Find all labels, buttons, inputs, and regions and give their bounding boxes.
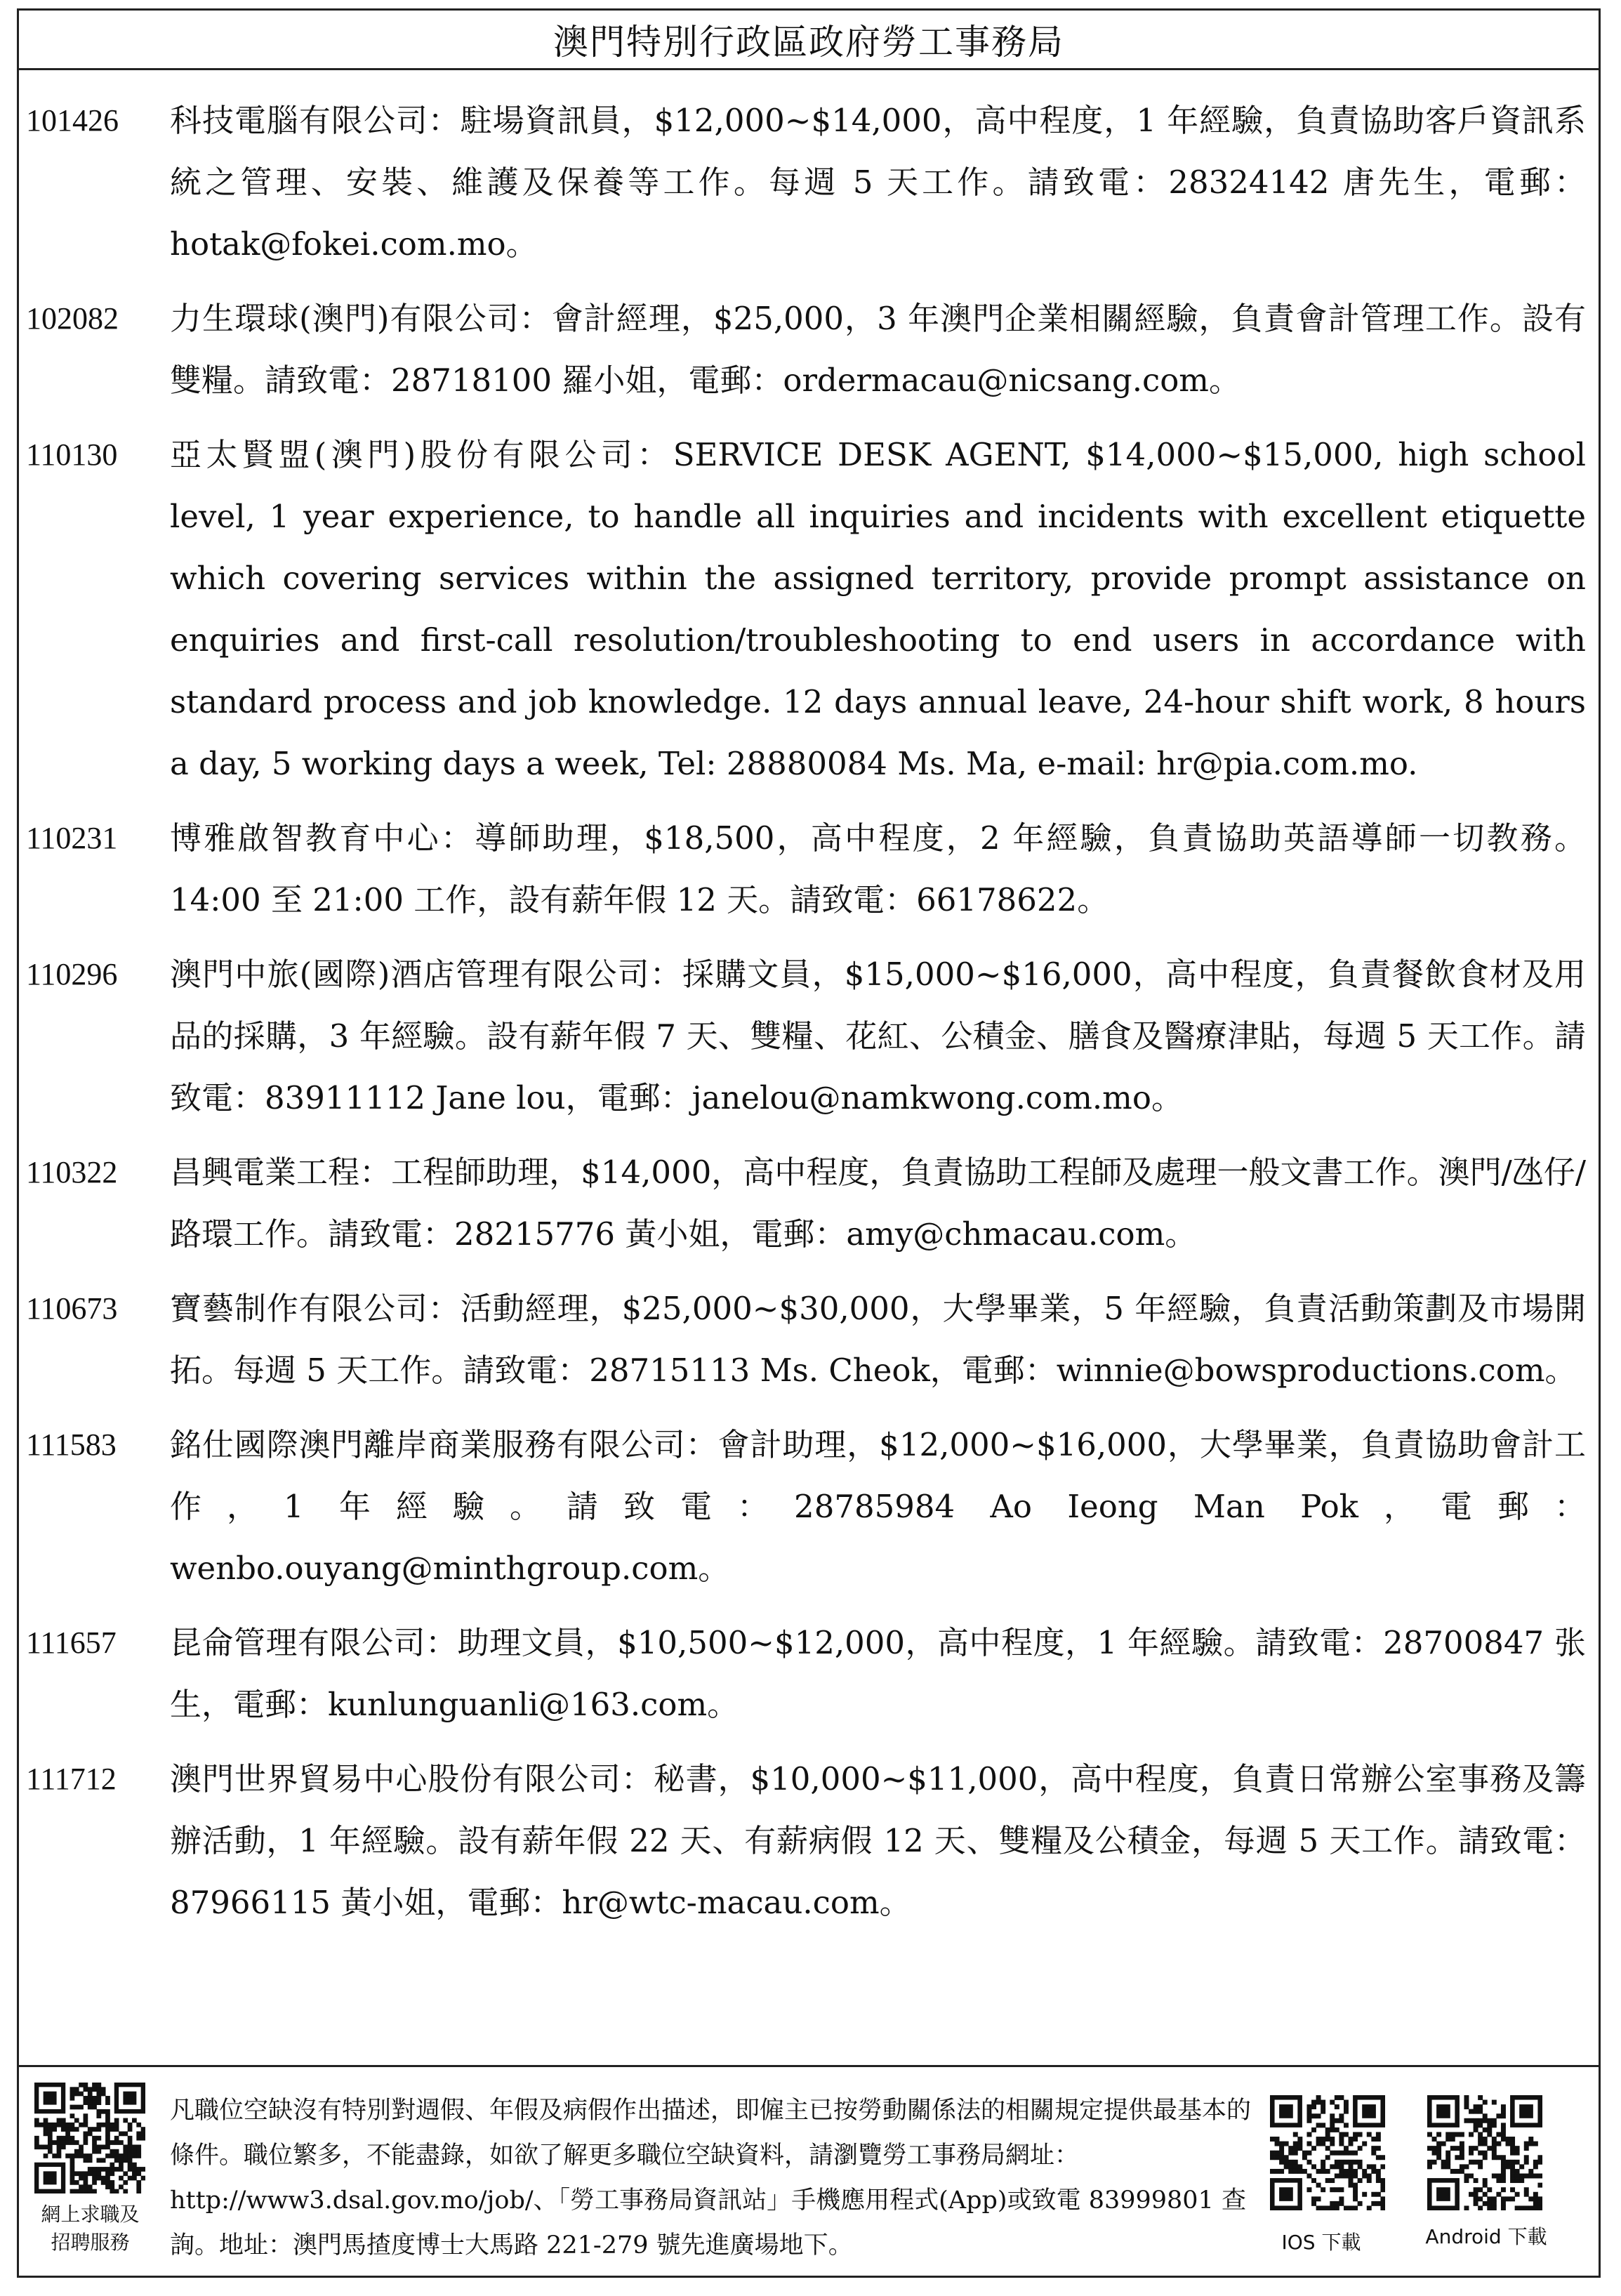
job-code: 110296 — [26, 957, 118, 991]
job-item-110673 — [19, 1278, 1599, 1401]
job-description: 昆侖管理有限公司：助理文員，$10,500~$12,000，高中程度，1 年經驗。請致電：28700847 张生，電郵：kunlunguanli@163.com。 — [170, 1624, 1586, 1723]
page-title: 澳門特別行政區政府勞工事務局 — [19, 11, 1599, 70]
job-description: 澳門世界貿易中心股份有限公司：秘書，$10,000~$11,000，高中程度，負責日常辦公室事務及籌辦活動，1 年經驗。設有薪年假 22 天、有薪病假 12 天、雙糧及公積金，每週 5 天工作。請致電：87966115 黃小姐，電郵：hr@wtc-macau.com。 — [170, 1760, 1586, 1921]
job-item-110296 — [19, 944, 1599, 1129]
job-description: 寶藝制作有限公司：活動經理，$25,000~$30,000，大學畢業，5 年經驗，負責活動策劃及市場開拓。每週 5 天工作。請致電：28715113 Ms. Cheok，電郵：winnie@bowsproductions.com。 — [170, 1290, 1586, 1389]
job-item-111712 — [19, 1748, 1599, 1934]
job-item-102082 — [19, 288, 1599, 411]
job-code: 111712 — [26, 1762, 117, 1796]
job-description: 力生環球(澳門)有限公司：會計經理，$25,000，3 年澳門企業相關經驗，負責會計管理工作。設有雙糧。請致電：28718100 羅小姐，電郵：ordermacau@nicsang.com。 — [170, 300, 1586, 399]
job-item-101426 — [19, 90, 1599, 275]
qr-left-label-line-2: 招聘服務 — [51, 2231, 130, 2254]
job-code: 102082 — [26, 301, 119, 336]
job-description: 澳門中旅(國際)酒店管理有限公司：採購文員，$15,000~$16,000，高中程度，負責餐飲食材及用品的採購，3 年經驗。設有薪年假 7 天、雙糧、花紅、公積金、膳食及醫療津貼，每週 5 天工作。請致電：83911112 Jane lou，電郵：janelou@namkwong.com.mo。 — [170, 956, 1586, 1116]
qr-left-label — [22, 2201, 159, 2257]
qr-left-label-line-1: 網上求職及 — [41, 2203, 140, 2226]
notice-frame — [17, 8, 1601, 2278]
qr-pattern — [34, 2083, 145, 2193]
job-code: 111657 — [26, 1625, 117, 1660]
job-description: 亞太賢盟(澳門)股份有限公司：SERVICE DESK AGENT, $14,000~$15,000, high school level, 1 year experience, to handle all inquiries and incidents with excellent etiquette which covering services within the assigned territory, provide prompt assistance on enquiries and first-call resolution/troubleshooting to end users in accordance with standard process and job knowledge. 12 days annual leave, 24-hour shift work, 8 hours a day, 5 working days a week, Tel: 28880084 Ms. Ma, e-mail: hr@pia.com.mo. — [170, 436, 1586, 782]
job-code: 101426 — [26, 103, 119, 138]
footer — [19, 2065, 1599, 2276]
job-item-110231 — [19, 807, 1599, 931]
job-description: 科技電腦有限公司：駐場資訊員，$12,000~$14,000，高中程度，1 年經驗，負責協助客戶資訊系統之管理、安裝、維護及保養等工作。每週 5 天工作。請致電：28324142 唐先生，電郵：hotak@fokei.com.mo。 — [170, 102, 1586, 263]
job-item-111583 — [19, 1414, 1599, 1599]
job-description: 昌興電業工程：工程師助理，$14,000，高中程度，負責協助工程師及處理一般文書工作。澳門/氹仔/路環工作。請致電：28215776 黃小姐，電郵：amy@chmacau.com。 — [170, 1154, 1586, 1253]
job-item-110130 — [19, 424, 1599, 795]
job-item-110322 — [19, 1142, 1599, 1265]
job-code: 110673 — [26, 1291, 118, 1326]
android-download-label: Android 下載 — [1425, 2225, 1547, 2248]
ios-qr-code-icon[interactable] — [1270, 2095, 1385, 2210]
qr-pattern — [1270, 2095, 1385, 2210]
job-code: 111583 — [26, 1427, 117, 1462]
job-description: 博雅啟智教育中心：導師助理，$18,500，高中程度，2 年經驗，負責協助英語導師一切教務。14:00 至 21:00 工作，設有薪年假 12 天。請致電：66178622。 — [170, 819, 1586, 918]
job-listing — [19, 70, 1599, 2077]
ios-download-label: IOS 下載 — [1281, 2231, 1361, 2254]
footer-notice: 凡職位空缺沒有特別對週假、年假及病假作出描述，即僱主已按勞動關係法的相關規定提供最基本的條件。職位繁多，不能盡錄，如欲了解更多職位空缺資料，請瀏覽勞工事務局網址：http://www3.dsal.gov.mo/job/、「勞工事務局資訊站」手機應用程式(App)或致電 83999801 查詢。地址：澳門馬揸度博士大馬路 221-279 號先進廣場地下。 — [170, 2097, 1252, 2259]
android-qr-code-icon[interactable] — [1427, 2095, 1542, 2210]
job-item-111657 — [19, 1612, 1599, 1736]
job-description: 銘仕國際澳門離岸商業服務有限公司：會計助理，$12,000~$16,000，大學畢業，負責協助會計工作，1 年經驗。請致電：28785984 Ao Ieong Man Pok，電郵：wenbo.ouyang@minthgroup.com。 — [170, 1426, 1586, 1587]
job-code: 110130 — [26, 437, 118, 472]
job-code: 110322 — [26, 1155, 118, 1189]
qr-code-icon[interactable] — [34, 2083, 145, 2193]
qr-pattern — [1427, 2095, 1542, 2210]
job-code: 110231 — [26, 821, 118, 855]
